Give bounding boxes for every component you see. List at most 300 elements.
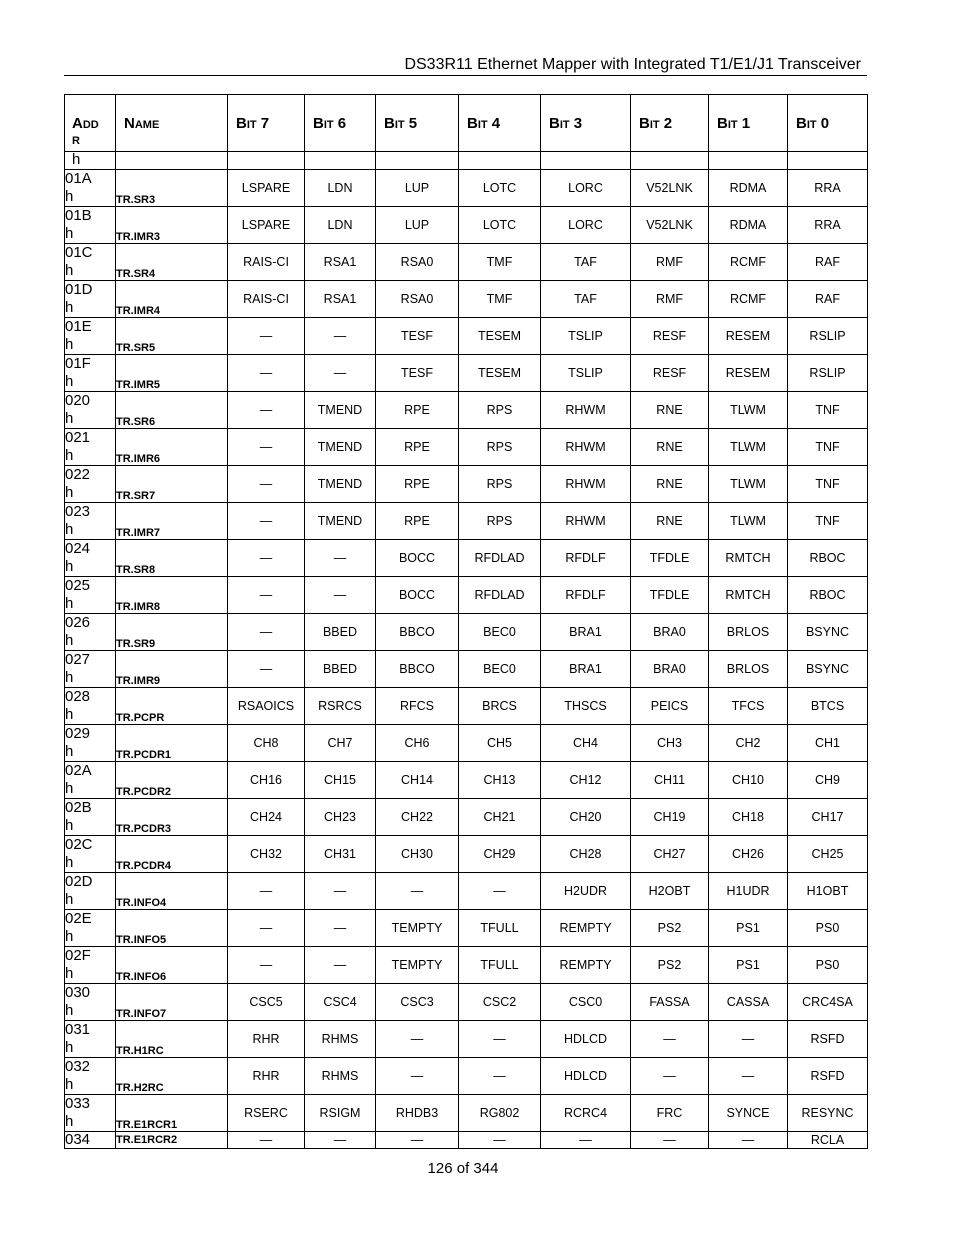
- addr-cell: 025 h: [65, 577, 116, 614]
- bit-cell: CH26: [709, 836, 788, 873]
- bit-cell: —: [631, 1132, 709, 1149]
- bit-cell: TNF: [788, 466, 868, 503]
- table-row: [65, 984, 868, 1021]
- addr-cell: 028 h: [65, 688, 116, 725]
- bit-cell: BTCS: [788, 688, 868, 725]
- bit-cell: LDN: [305, 207, 376, 244]
- bit-cell: TNF: [788, 429, 868, 466]
- register-name-cell: TR.PCDR1: [116, 725, 228, 762]
- table-row: [65, 725, 868, 762]
- column-header-bit: BIT 3: [541, 95, 631, 152]
- table-row: [65, 503, 868, 540]
- addr-cell: 02A h: [65, 762, 116, 799]
- bit-cell: CH29: [459, 836, 541, 873]
- bit-cell: CH30: [376, 836, 459, 873]
- bit-cell: RCLA: [788, 1132, 868, 1149]
- addr-cell: 033 h: [65, 1095, 116, 1132]
- bit-cell: H2UDR: [541, 873, 631, 910]
- bit-cell: PS0: [788, 910, 868, 947]
- table-row: [65, 799, 868, 836]
- bit-cell: BRLOS: [709, 614, 788, 651]
- bit-cell: CSC2: [459, 984, 541, 1021]
- bit-cell: RDMA: [709, 207, 788, 244]
- bit-cell: TFDLE: [631, 577, 709, 614]
- bit-cell: —: [459, 1058, 541, 1095]
- bit-cell: LUP: [376, 207, 459, 244]
- table-header-row: [65, 95, 868, 152]
- bit-cell: CH11: [631, 762, 709, 799]
- addr-cell: 032 h: [65, 1058, 116, 1095]
- bit-cell: RESEM: [709, 355, 788, 392]
- bit-cell: HDLCD: [541, 1021, 631, 1058]
- bit-cell: TMF: [459, 244, 541, 281]
- bit-cell: TFDLE: [631, 540, 709, 577]
- bit-cell: —: [305, 540, 376, 577]
- bit-cell: RHWM: [541, 466, 631, 503]
- bit-cell: —: [228, 1132, 305, 1149]
- table-row: [65, 873, 868, 910]
- bit-cell: CH2: [709, 725, 788, 762]
- table-row: [65, 540, 868, 577]
- bit-cell: LDN: [305, 170, 376, 207]
- bit-cell: TEMPTY: [376, 947, 459, 984]
- bit-cell: PEICS: [631, 688, 709, 725]
- bit-cell: —: [228, 577, 305, 614]
- bit-cell: RSA1: [305, 244, 376, 281]
- bit-cell: LUP: [376, 170, 459, 207]
- bit-cell: RSAOICS: [228, 688, 305, 725]
- bit-cell: RAIS-CI: [228, 244, 305, 281]
- bit-cell: —: [228, 318, 305, 355]
- bit-cell: RESEM: [709, 318, 788, 355]
- bit-cell: RMTCH: [709, 577, 788, 614]
- bit-cell: —: [228, 947, 305, 984]
- table-row: [65, 355, 868, 392]
- table-row: [65, 244, 868, 281]
- bit-cell: RFDLF: [541, 540, 631, 577]
- bit-cell: BSYNC: [788, 614, 868, 651]
- bit-cell: CH4: [541, 725, 631, 762]
- table-row: [65, 1132, 868, 1149]
- bit-cell: RSLIP: [788, 355, 868, 392]
- bit-cell: BOCC: [376, 577, 459, 614]
- register-name-cell: TR.IMR6: [116, 429, 228, 466]
- bit-cell: RSA0: [376, 244, 459, 281]
- bit-cell: RFDLF: [541, 577, 631, 614]
- bit-cell: —: [228, 355, 305, 392]
- bit-cell: RMTCH: [709, 540, 788, 577]
- addr-cell: 02D h: [65, 873, 116, 910]
- addr-cell: 01A h: [65, 170, 116, 207]
- bit-cell: RBOC: [788, 577, 868, 614]
- bit-cell: —: [228, 910, 305, 947]
- bit-cell: TESEM: [459, 355, 541, 392]
- addr-cell: 01E h: [65, 318, 116, 355]
- bit-cell: TMEND: [305, 392, 376, 429]
- bit-cell: RBOC: [788, 540, 868, 577]
- addr-cell: 029 h: [65, 725, 116, 762]
- bit-cell: RSA1: [305, 281, 376, 318]
- bit-cell: LOTC: [459, 170, 541, 207]
- register-name-cell: TR.SR4: [116, 244, 228, 281]
- bit-cell: TESEM: [459, 318, 541, 355]
- bit-cell: —: [709, 1058, 788, 1095]
- register-name-cell: TR.SR5: [116, 318, 228, 355]
- bit-cell: TFULL: [459, 910, 541, 947]
- bit-cell: TFULL: [459, 947, 541, 984]
- bit-cell: CH14: [376, 762, 459, 799]
- bit-cell: BRCS: [459, 688, 541, 725]
- bit-cell: —: [228, 503, 305, 540]
- bit-cell: CH15: [305, 762, 376, 799]
- bit-cell: RHMS: [305, 1021, 376, 1058]
- bit-cell: RHR: [228, 1021, 305, 1058]
- bit-cell: BBCO: [376, 651, 459, 688]
- bit-cell: BRA0: [631, 614, 709, 651]
- bit-cell: RMF: [631, 244, 709, 281]
- table-row: [65, 170, 868, 207]
- bit-cell: RESYNC: [788, 1095, 868, 1132]
- table-row: [65, 207, 868, 244]
- bit-cell: CH16: [228, 762, 305, 799]
- bit-cell: RFDLAD: [459, 577, 541, 614]
- bit-cell: RAIS-CI: [228, 281, 305, 318]
- bit-cell: CH7: [305, 725, 376, 762]
- bit-cell: RAF: [788, 281, 868, 318]
- bit-cell: RPS: [459, 503, 541, 540]
- register-name-cell: TR.SR6: [116, 392, 228, 429]
- bit-cell: TMEND: [305, 429, 376, 466]
- bit-cell: —: [541, 1132, 631, 1149]
- addr-cell: 026 h: [65, 614, 116, 651]
- bit-cell: RPS: [459, 392, 541, 429]
- bit-cell: RNE: [631, 429, 709, 466]
- register-name-cell: TR.IMR7: [116, 503, 228, 540]
- bit-cell: —: [376, 1132, 459, 1149]
- bit-cell: REMPTY: [541, 947, 631, 984]
- bit-cell: RPE: [376, 392, 459, 429]
- bit-cell: RESF: [631, 318, 709, 355]
- column-header-name: NAME: [116, 95, 228, 152]
- bit-cell: —: [376, 1058, 459, 1095]
- addr-cell: 034: [65, 1132, 116, 1149]
- bit-cell: CH20: [541, 799, 631, 836]
- bit-cell: —: [459, 873, 541, 910]
- bit-cell: RG802: [459, 1095, 541, 1132]
- table-row: [65, 392, 868, 429]
- header-rule: [64, 75, 867, 76]
- addr-cell: 027 h: [65, 651, 116, 688]
- bit-cell: RHWM: [541, 392, 631, 429]
- bit-cell: TLWM: [709, 466, 788, 503]
- bit-cell: RHDB3: [376, 1095, 459, 1132]
- bit-cell: —: [228, 429, 305, 466]
- bit-cell: TESF: [376, 355, 459, 392]
- register-name-cell: TR.INFO5: [116, 910, 228, 947]
- register-name-cell: TR.PCDR2: [116, 762, 228, 799]
- table-row: [65, 947, 868, 984]
- bit-cell: BBED: [305, 614, 376, 651]
- bit-cell: SYNCE: [709, 1095, 788, 1132]
- bit-cell: RESF: [631, 355, 709, 392]
- addr-cell: 024 h: [65, 540, 116, 577]
- bit-cell: —: [631, 1058, 709, 1095]
- bit-cell: CH8: [228, 725, 305, 762]
- register-name-cell: TR.E1RCR2: [116, 1132, 228, 1149]
- table-row: [65, 281, 868, 318]
- bit-cell: CH18: [709, 799, 788, 836]
- bit-cell: LORC: [541, 207, 631, 244]
- bit-cell: PS1: [709, 947, 788, 984]
- bit-cell: RPS: [459, 429, 541, 466]
- register-name-cell: TR.H1RC: [116, 1021, 228, 1058]
- addr-cell: 02B h: [65, 799, 116, 836]
- bit-cell: CH13: [459, 762, 541, 799]
- bit-cell: V52LNK: [631, 207, 709, 244]
- table-row: [65, 688, 868, 725]
- bit-cell: RSLIP: [788, 318, 868, 355]
- register-name-cell: TR.SR9: [116, 614, 228, 651]
- page-header-title: DS33R11 Ethernet Mapper with Integrated T1/E1/J1 Transceiver: [404, 56, 861, 73]
- bit-cell: TSLIP: [541, 318, 631, 355]
- bit-cell: —: [376, 1021, 459, 1058]
- bit-cell: LSPARE: [228, 207, 305, 244]
- register-name-cell: TR.E1RCR1: [116, 1095, 228, 1132]
- column-header-bit: BIT 7: [228, 95, 305, 152]
- bit-cell: CH10: [709, 762, 788, 799]
- register-table: [64, 94, 868, 1149]
- bit-cell: CH6: [376, 725, 459, 762]
- bit-cell: —: [305, 910, 376, 947]
- table-row: [65, 466, 868, 503]
- addr-cell: 02C h: [65, 836, 116, 873]
- bit-cell: —: [228, 466, 305, 503]
- bit-cell: —: [305, 873, 376, 910]
- bit-cell: TEMPTY: [376, 910, 459, 947]
- addr-cell: 021 h: [65, 429, 116, 466]
- bit-cell: RPE: [376, 503, 459, 540]
- bit-cell: FRC: [631, 1095, 709, 1132]
- bit-cell: TSLIP: [541, 355, 631, 392]
- bit-cell: BRA0: [631, 651, 709, 688]
- bit-cell: TNF: [788, 392, 868, 429]
- bit-cell: CRC4SA: [788, 984, 868, 1021]
- bit-cell: CH28: [541, 836, 631, 873]
- bit-cell: RCMF: [709, 281, 788, 318]
- bit-cell: PS1: [709, 910, 788, 947]
- register-name-cell: TR.SR3: [116, 170, 228, 207]
- bit-cell: RRA: [788, 170, 868, 207]
- addr-cell: 023 h: [65, 503, 116, 540]
- bit-cell: CH17: [788, 799, 868, 836]
- bit-cell: RNE: [631, 466, 709, 503]
- addr-cell: 031 h: [65, 1021, 116, 1058]
- column-header-bit: BIT 1: [709, 95, 788, 152]
- table-row: [65, 1021, 868, 1058]
- bit-cell: RPS: [459, 466, 541, 503]
- table-row-continuation: [65, 152, 868, 170]
- addr-cell: h: [65, 152, 116, 170]
- bit-cell: TLWM: [709, 503, 788, 540]
- bit-cell: H2OBT: [631, 873, 709, 910]
- bit-cell: RSERC: [228, 1095, 305, 1132]
- bit-cell: BEC0: [459, 651, 541, 688]
- bit-cell: RSFD: [788, 1021, 868, 1058]
- bit-cell: TMEND: [305, 503, 376, 540]
- bit-cell: BRA1: [541, 614, 631, 651]
- bit-cell: CH22: [376, 799, 459, 836]
- register-name-cell: TR.IMR9: [116, 651, 228, 688]
- bit-cell: RFCS: [376, 688, 459, 725]
- bit-cell: BOCC: [376, 540, 459, 577]
- bit-cell: RHWM: [541, 503, 631, 540]
- register-name-cell: TR.IMR3: [116, 207, 228, 244]
- bit-cell: —: [305, 1132, 376, 1149]
- table-row: [65, 577, 868, 614]
- bit-cell: —: [709, 1021, 788, 1058]
- addr-cell: 020 h: [65, 392, 116, 429]
- bit-cell: HDLCD: [541, 1058, 631, 1095]
- bit-cell: —: [459, 1021, 541, 1058]
- bit-cell: V52LNK: [631, 170, 709, 207]
- bit-cell: TLWM: [709, 392, 788, 429]
- register-name-cell: TR.SR7: [116, 466, 228, 503]
- bit-cell: TMEND: [305, 466, 376, 503]
- bit-cell: CH19: [631, 799, 709, 836]
- column-header-bit: BIT 2: [631, 95, 709, 152]
- bit-cell: —: [228, 873, 305, 910]
- bit-cell: —: [305, 318, 376, 355]
- bit-cell: BBCO: [376, 614, 459, 651]
- register-name-cell: TR.INFO7: [116, 984, 228, 1021]
- bit-cell: —: [709, 1132, 788, 1149]
- bit-cell: RSFD: [788, 1058, 868, 1095]
- register-name-cell: TR.IMR4: [116, 281, 228, 318]
- bit-cell: CH27: [631, 836, 709, 873]
- register-name-cell: TR.H2RC: [116, 1058, 228, 1095]
- register-name-cell: TR.PCDR4: [116, 836, 228, 873]
- bit-cell: CH25: [788, 836, 868, 873]
- column-header-addr: ADD R: [65, 95, 116, 152]
- bit-cell: LORC: [541, 170, 631, 207]
- bit-cell: RPE: [376, 429, 459, 466]
- page-number: 126 of 344: [427, 1160, 499, 1177]
- bit-cell: BEC0: [459, 614, 541, 651]
- bit-cell: TLWM: [709, 429, 788, 466]
- column-header-bit: BIT 5: [376, 95, 459, 152]
- bit-cell: RAF: [788, 244, 868, 281]
- bit-cell: RSA0: [376, 281, 459, 318]
- bit-cell: RDMA: [709, 170, 788, 207]
- bit-cell: CH24: [228, 799, 305, 836]
- bit-cell: CH3: [631, 725, 709, 762]
- bit-cell: TMF: [459, 281, 541, 318]
- column-header-bit: BIT 6: [305, 95, 376, 152]
- table-row: [65, 651, 868, 688]
- bit-cell: THSCS: [541, 688, 631, 725]
- bit-cell: RSRCS: [305, 688, 376, 725]
- register-name-cell: TR.INFO6: [116, 947, 228, 984]
- bit-cell: CH12: [541, 762, 631, 799]
- bit-cell: CH9: [788, 762, 868, 799]
- register-name-cell: TR.IMR5: [116, 355, 228, 392]
- bit-cell: H1UDR: [709, 873, 788, 910]
- addr-cell: 02F h: [65, 947, 116, 984]
- addr-cell: 01C h: [65, 244, 116, 281]
- bit-cell: RMF: [631, 281, 709, 318]
- addr-cell: 01B h: [65, 207, 116, 244]
- register-name-cell: TR.INFO4: [116, 873, 228, 910]
- bit-cell: RHMS: [305, 1058, 376, 1095]
- bit-cell: RFDLAD: [459, 540, 541, 577]
- column-header-bit: BIT 4: [459, 95, 541, 152]
- addr-cell: 022 h: [65, 466, 116, 503]
- bit-cell: TAF: [541, 244, 631, 281]
- bit-cell: —: [376, 873, 459, 910]
- bit-cell: RSIGM: [305, 1095, 376, 1132]
- bit-cell: CH32: [228, 836, 305, 873]
- column-header-bit: BIT 0: [788, 95, 868, 152]
- bit-cell: —: [228, 392, 305, 429]
- table-row: [65, 910, 868, 947]
- bit-cell: TFCS: [709, 688, 788, 725]
- bit-cell: RNE: [631, 392, 709, 429]
- bit-cell: —: [631, 1021, 709, 1058]
- addr-cell: 02E h: [65, 910, 116, 947]
- table-row: [65, 762, 868, 799]
- bit-cell: BBED: [305, 651, 376, 688]
- bit-cell: CH21: [459, 799, 541, 836]
- register-name-cell: TR.PCDR3: [116, 799, 228, 836]
- addr-cell: 030 h: [65, 984, 116, 1021]
- table-row: [65, 429, 868, 466]
- bit-cell: FASSA: [631, 984, 709, 1021]
- bit-cell: CSC4: [305, 984, 376, 1021]
- bit-cell: RHWM: [541, 429, 631, 466]
- bit-cell: LOTC: [459, 207, 541, 244]
- bit-cell: RRA: [788, 207, 868, 244]
- bit-cell: —: [228, 614, 305, 651]
- bit-cell: H1OBT: [788, 873, 868, 910]
- bit-cell: BRLOS: [709, 651, 788, 688]
- bit-cell: —: [305, 947, 376, 984]
- bit-cell: TESF: [376, 318, 459, 355]
- bit-cell: —: [305, 355, 376, 392]
- bit-cell: CSC3: [376, 984, 459, 1021]
- bit-cell: RCRC4: [541, 1095, 631, 1132]
- register-name-cell: TR.PCPR: [116, 688, 228, 725]
- bit-cell: CASSA: [709, 984, 788, 1021]
- bit-cell: BRA1: [541, 651, 631, 688]
- table-row: [65, 836, 868, 873]
- bit-cell: LSPARE: [228, 170, 305, 207]
- table-row: [65, 1095, 868, 1132]
- bit-cell: —: [228, 651, 305, 688]
- bit-cell: TAF: [541, 281, 631, 318]
- bit-cell: —: [228, 540, 305, 577]
- bit-cell: RNE: [631, 503, 709, 540]
- addr-cell: 01F h: [65, 355, 116, 392]
- bit-cell: RPE: [376, 466, 459, 503]
- bit-cell: CH31: [305, 836, 376, 873]
- bit-cell: RHR: [228, 1058, 305, 1095]
- bit-cell: RCMF: [709, 244, 788, 281]
- bit-cell: CH1: [788, 725, 868, 762]
- bit-cell: BSYNC: [788, 651, 868, 688]
- addr-cell: 01D h: [65, 281, 116, 318]
- bit-cell: CH23: [305, 799, 376, 836]
- table-row: [65, 1058, 868, 1095]
